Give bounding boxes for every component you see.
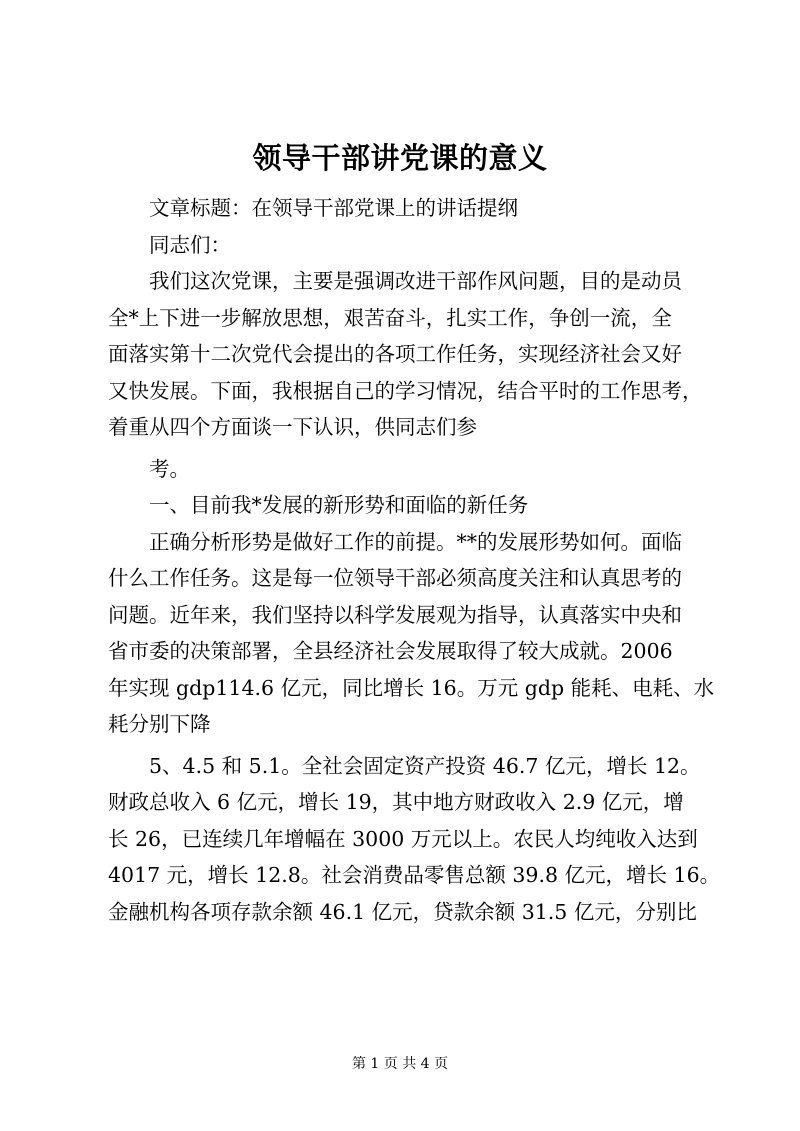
greeting-line: 同志们： (149, 232, 231, 257)
para1-line: 我们这次党课，主要是强调改进干部作风问题，目的是动员 (149, 269, 682, 293)
para2-line: 问题。近年来，我们坚持以科学发展观为指导，认真落实中央和 (108, 602, 682, 627)
para2-line: 年实现 gdp114.6 亿元，同比增长 16。万元 gdp 能耗、电耗、水 (108, 675, 715, 700)
para2-line: 什么工作任务。这是每一位领导干部必须高度关注和认真思考的 (108, 566, 682, 590)
para3-line: 5、4.5 和 5.1。全社会固定资产投资 46.7 亿元，增长 12。 (149, 753, 701, 778)
para2-line: 正确分析形势是做好工作的前提。**的发展形势如何。面临 (149, 529, 682, 554)
page-footer: 第 1 页 共 4 页 (351, 1056, 449, 1072)
document-body (108, 190, 728, 930)
document-title: 领导干部讲党课的意义 (252, 141, 548, 175)
para1-tail-line: 考。 (149, 456, 190, 481)
section-heading: 一、目前我*发展的新形势和面临的新任务 (149, 493, 529, 517)
article-title-line: 文章标题：在领导干部党课上的讲话提纲 (149, 196, 518, 220)
para2-line: 省市委的决策部署，全县经济社会发展取得了较大成就。2006 (108, 639, 673, 663)
para1-line: 面落实第十二次党代会提出的各项工作任务，实现经济社会又好 (108, 342, 682, 366)
para3-line: 财政总收入 6 亿元，增长 19，其中地方财政收入 2.9 亿元，增 (108, 790, 684, 814)
para3-line: 金融机构各项存款余额 46.1 亿元，贷款余额 31.5 亿元，分别比 (108, 899, 697, 924)
para2-line: 耗分别下降 (108, 712, 211, 736)
para1-line: 着重从四个方面谈一下认识，供同志们参 (108, 415, 477, 439)
para3-line: 4017 元，增长 12.8。社会消费品零售总额 39.8 亿元，增长 16。 (108, 863, 721, 887)
para1-line: 全*上下进一步解放思想，艰苦奋斗，扎实工作，争创一流，全 (108, 305, 672, 330)
para3-line: 长 26，已连续几年增幅在 3000 万元以上。农民人均纯收入达到 (108, 826, 698, 851)
para1-line: 又快发展。下面，我根据自己的学习情况，结合平时的工作思考， (108, 378, 703, 403)
